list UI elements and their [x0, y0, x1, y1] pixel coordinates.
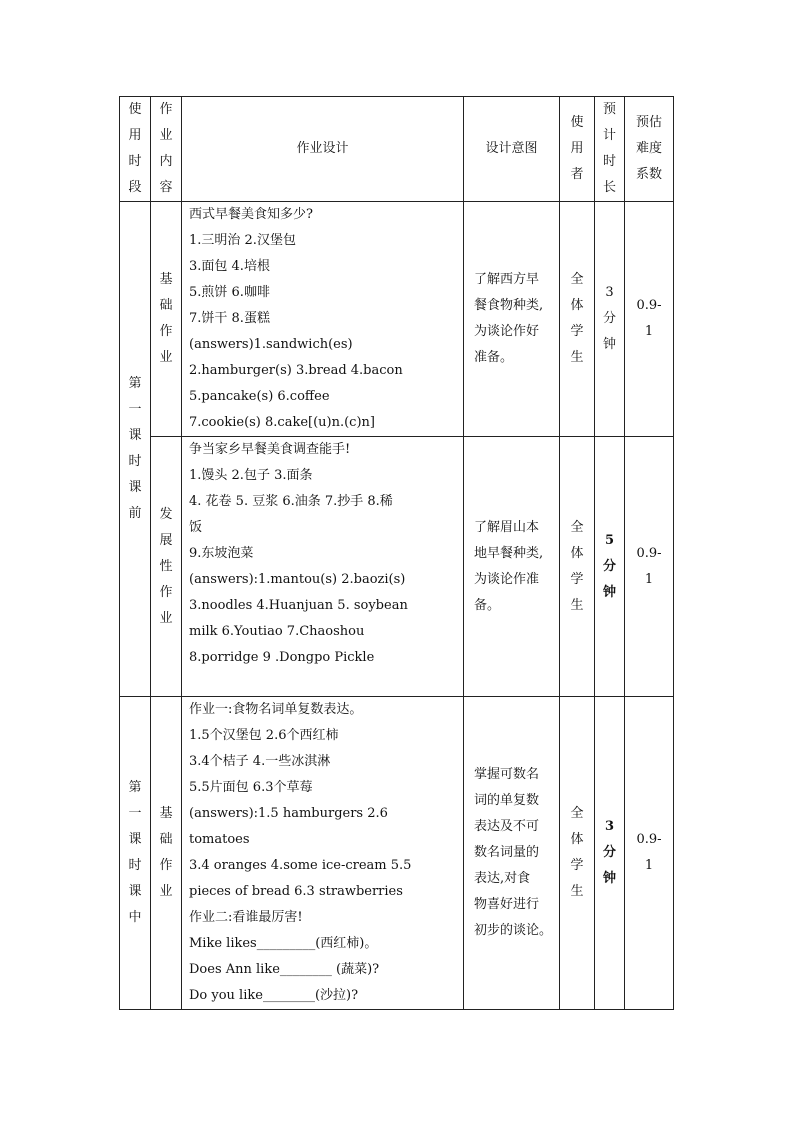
- period-in-class-text: 第一课时课中: [128, 780, 142, 925]
- row1-line: 7.饼干 8.蛋糕: [189, 311, 270, 326]
- header-design: 作业设计: [296, 141, 349, 156]
- table-border-bottom: [119, 1009, 674, 1010]
- row2-design: [182, 437, 463, 696]
- row1-content-text: 基础作业: [159, 272, 173, 365]
- row3-line: 3.4个桔子 4.一些冰淇淋: [189, 754, 331, 769]
- row1-line: 7.cookie(s) 8.cake[(u)n.(c)n]: [189, 415, 375, 430]
- row2-line: 4. 花卷 5. 豆浆 6.油条 7.抄手 8.稀: [189, 494, 393, 509]
- header-content-text: 作业内容: [159, 102, 173, 195]
- row2-difficulty-text: 0.9-1: [636, 545, 662, 587]
- row3-line: 5.5片面包 6.3个草莓: [189, 780, 313, 795]
- row1-difficulty: [625, 202, 673, 436]
- row1-difficulty-text: 0.9-1: [636, 298, 662, 339]
- row2-line: 8.porridge 9 .Dongpo Pickle: [189, 650, 375, 665]
- row1-duration: [595, 202, 624, 436]
- row2-duration: [595, 437, 624, 696]
- row2-intent: [464, 437, 559, 696]
- row2-difficulty: [625, 437, 673, 696]
- row2-intent-line: 地早餐种类,: [474, 545, 544, 561]
- row3-intent-line: 表达及不可: [474, 819, 540, 834]
- period-in-class: [120, 697, 150, 1009]
- row2-intent-line: 了解眉山本: [474, 519, 540, 535]
- row1-intent-line: 了解西方早: [474, 272, 540, 287]
- row3-line: Mike likes_________(西红柿)。: [189, 936, 378, 951]
- row3-intent: [464, 697, 559, 1009]
- row3-intent-line: 数名词量的: [474, 845, 540, 860]
- header-user-text: 使用者: [570, 115, 584, 182]
- row2-content: [151, 437, 181, 696]
- row2-line: (answers):1.mantou(s) 2.baozi(s): [189, 572, 406, 587]
- header-intent: 设计意图: [485, 141, 538, 156]
- header-content: [151, 97, 181, 201]
- row3-intent-line: 词的单复数: [474, 793, 540, 808]
- row1-content: [151, 202, 181, 436]
- row2-line: 3.noodles 4.Huanjuan 5. soybean: [189, 598, 408, 613]
- header-duration: [595, 97, 624, 201]
- row3-user: [560, 697, 594, 1009]
- row3-intent-line: 初步的谈论。: [474, 923, 553, 938]
- header-user: [560, 97, 594, 201]
- row2-line: 9.东坡泡菜: [189, 546, 254, 561]
- row3-duration-text: 3分钟: [602, 819, 616, 886]
- row3-intent-line: 表达,对食: [474, 871, 531, 886]
- header-difficulty-text: 预估难度系数: [635, 115, 662, 182]
- row3-duration: [595, 697, 624, 1009]
- row1-line: 1.三明治 2.汉堡包: [189, 233, 296, 248]
- row1-design: [182, 202, 463, 436]
- header-duration-text: 预计时长: [602, 102, 616, 195]
- row2-user: [560, 437, 594, 696]
- row3-content: [151, 697, 181, 1009]
- table-col-7: [673, 96, 674, 1010]
- row2-duration-text: 5分钟: [602, 532, 616, 600]
- row2-line: 1.馒头 2.包子 3.面条: [189, 468, 313, 483]
- row3-user-text: 全体学生: [570, 806, 584, 899]
- row1-user-text: 全体学生: [570, 272, 584, 365]
- row1-intent-line: 准备。: [474, 350, 514, 365]
- row3-line: 作业一:食物名词单复数表达。: [189, 702, 363, 717]
- row2-user-text: 全体学生: [570, 519, 584, 613]
- row3-line: 作业二:看谁最厉害!: [189, 910, 303, 925]
- row3-line: tomatoes: [189, 832, 250, 847]
- row3-difficulty-text: 0.9-1: [636, 832, 662, 873]
- header-period-text: 使用时段: [128, 102, 142, 195]
- row1-intent-line: 餐食物种类,: [474, 298, 544, 313]
- row1-line: 西式早餐美食知多少?: [189, 207, 313, 222]
- row1-line: 5.pancake(s) 6.coffee: [189, 389, 330, 404]
- row1-intent: [464, 202, 559, 436]
- period-before-class-text: 第一课时课前: [128, 376, 142, 521]
- row3-intent-line: 物喜好进行: [474, 897, 540, 912]
- row3-line: (answers):1.5 hamburgers 2.6: [189, 806, 388, 821]
- row1-intent-line: 为谈论作好: [474, 324, 540, 339]
- row1-line: 2.hamburger(s) 3.bread 4.bacon: [189, 363, 403, 378]
- row1-line: 3.面包 4.培根: [189, 259, 270, 274]
- row3-line: 1.5个汉堡包 2.6个西红柿: [189, 728, 339, 743]
- row2-line: milk 6.Youtiao 7.Chaoshou: [189, 624, 365, 639]
- row2-line: 饭: [189, 520, 203, 535]
- header-difficulty: [625, 97, 673, 201]
- period-before-class: [120, 202, 150, 696]
- row3-difficulty: [625, 697, 673, 1009]
- row3-line: Does Ann like________ (蔬菜)?: [189, 962, 380, 977]
- row2-intent-line: 为谈论作准: [474, 571, 540, 587]
- row3-line: Do you like________(沙拉)?: [189, 988, 359, 1003]
- row2-content-text: 发展性作业: [159, 506, 173, 626]
- row3-design: [182, 697, 463, 1009]
- row1-duration-text: 3分钟: [602, 285, 616, 352]
- row2-intent-line: 备。: [474, 597, 501, 613]
- row3-line: 3.4 oranges 4.some ice-cream 5.5: [189, 858, 412, 873]
- row3-intent-line: 掌握可数名: [474, 767, 540, 782]
- row1-line: (answers)1.sandwich(es): [189, 337, 353, 352]
- row2-line: 争当家乡早餐美食调查能手!: [189, 442, 351, 457]
- row3-content-text: 基础作业: [159, 806, 173, 899]
- row1-line: 5.煎饼 6.咖啡: [189, 285, 270, 300]
- header-period: [120, 97, 150, 201]
- row1-user: [560, 202, 594, 436]
- row3-line: pieces of bread 6.3 strawberries: [189, 884, 403, 899]
